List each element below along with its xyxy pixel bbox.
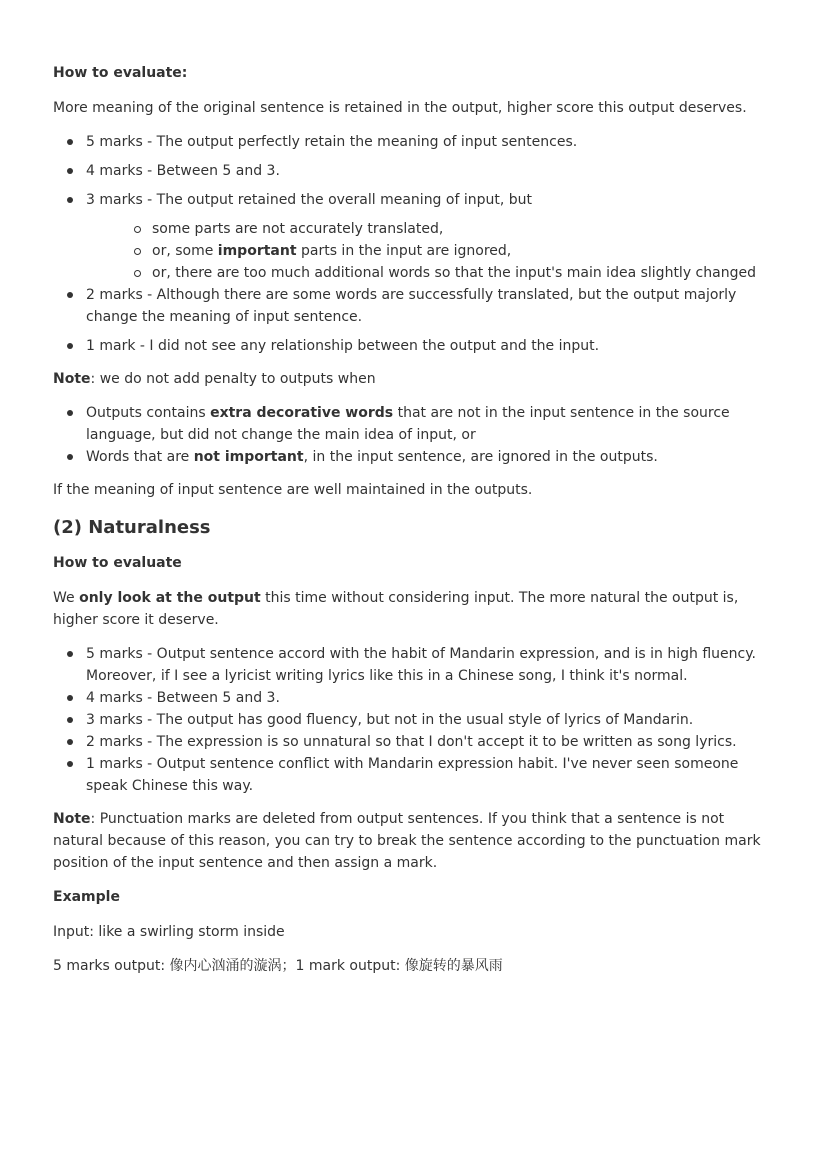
accuracy-mark-3	[53, 189, 778, 284]
naturalness-intro-text: this time without considering input. The more natural the output is, higher score it deserve.	[53, 590, 739, 628]
accuracy-closing: If the meaning of input sentence are well maintained in the outputs.	[53, 482, 533, 498]
accuracy-sub-item	[86, 240, 778, 262]
accuracy-sub-item-text: or, some	[152, 243, 218, 259]
note-item-text: Outputs contains	[86, 405, 211, 421]
accuracy-how-to-evaluate-heading: How to evaluate:	[53, 65, 188, 81]
document-content	[53, 62, 778, 989]
accuracy-note-text: : we do not add penalty to outputs when	[90, 371, 376, 387]
note-item-bold: extra decorative words	[210, 405, 394, 421]
example-output: 5 marks output: 像内心汹涌的漩涡；1 mark output: 像旋转的暴风雨	[53, 958, 503, 974]
naturalness-intro	[53, 587, 778, 631]
naturalness-marks-list	[53, 643, 778, 797]
accuracy-mark-4: 4 marks - Between 5 and 3.	[53, 160, 778, 182]
accuracy-note-list	[53, 402, 778, 468]
note-item-text: Words that are	[86, 449, 194, 465]
naturalness-note-text: : Punctuation marks are deleted from output sentences. If you think that a sentence is not natural because of this reason, you can try to break the sentence according to the punctuation mark position of the input sentence and then assign a mark.	[53, 811, 761, 871]
accuracy-sub-item: or, there are too much additional words so that the input's main idea slightly changed	[86, 262, 778, 284]
naturalness-note	[53, 808, 778, 874]
naturalness-title: (2) Naturalness	[53, 517, 211, 538]
accuracy-mark-5: 5 marks - The output perfectly retain the meaning of input sentences.	[53, 131, 778, 153]
accuracy-note	[53, 368, 778, 390]
note-item-text: , in the input sentence, are ignored in the outputs.	[303, 449, 658, 465]
accuracy-note-item	[53, 446, 778, 468]
accuracy-sub-item: some parts are not accurately translated,	[86, 218, 778, 240]
accuracy-sub-item-text: parts in the input are ignored,	[296, 243, 512, 259]
accuracy-mark-3-sublist	[86, 218, 778, 284]
naturalness-intro-bold: only look at the output	[79, 590, 261, 606]
naturalness-mark-5: 5 marks - Output sentence accord with the habit of Mandarin expression, and is in high fluency. Moreover, if I see a lyricist writing lyrics like this in a Chinese song, I think it's normal.	[53, 643, 778, 687]
accuracy-note-label: Note	[53, 371, 91, 387]
accuracy-note-item	[53, 402, 778, 446]
accuracy-sub-item-bold: important	[217, 243, 297, 259]
naturalness-mark-2: 2 marks - The expression is so unnatural so that I don't accept it to be written as song lyrics.	[53, 731, 778, 753]
accuracy-mark-1: 1 mark - I did not see any relationship between the output and the input.	[53, 335, 778, 357]
accuracy-intro: More meaning of the original sentence is retained in the output, higher score this output deserves.	[53, 100, 747, 116]
naturalness-mark-1: 1 marks - Output sentence conflict with Mandarin expression habit. I've never seen someone speak Chinese this way.	[53, 753, 778, 797]
naturalness-how-to-evaluate-heading: How to evaluate	[53, 555, 182, 571]
note-item-text: that are not in the input sentence in the source language, but did not change the main idea of input, or	[86, 405, 730, 443]
naturalness-note-label: Note	[53, 811, 91, 827]
example-input: Input: like a swirling storm inside	[53, 924, 285, 940]
accuracy-mark-2: 2 marks - Although there are some words are successfully translated, but the output majorly change the meaning of input sentence.	[53, 284, 778, 328]
accuracy-mark-3-text: 3 marks - The output retained the overall meaning of input, but	[86, 192, 533, 208]
naturalness-mark-3: 3 marks - The output has good fluency, but not in the usual style of lyrics of Mandarin.	[53, 709, 778, 731]
accuracy-marks-list	[53, 131, 778, 357]
example-heading: Example	[53, 889, 120, 905]
naturalness-mark-4: 4 marks - Between 5 and 3.	[53, 687, 778, 709]
naturalness-intro-text: We	[53, 590, 80, 606]
note-item-bold: not important	[193, 449, 304, 465]
